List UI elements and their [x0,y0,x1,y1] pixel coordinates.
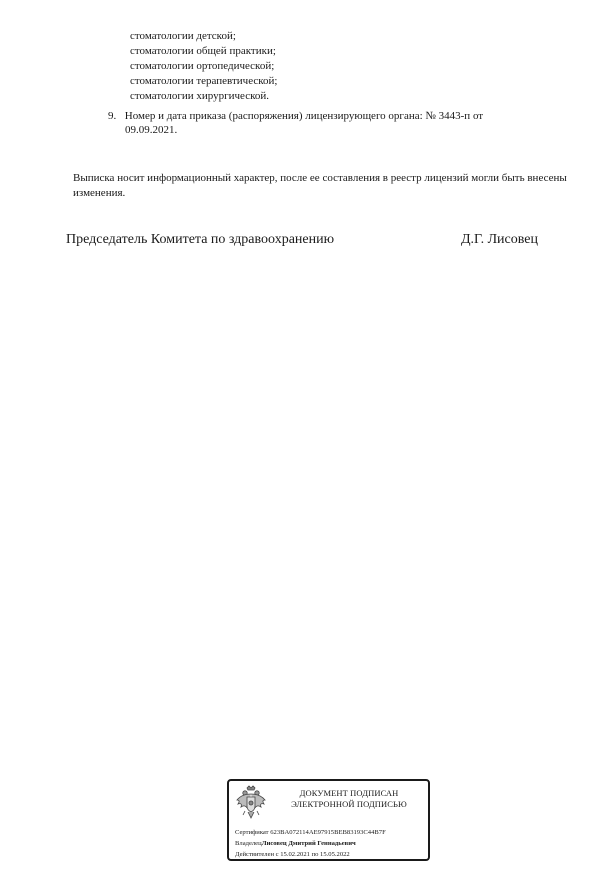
list-item: стоматологии детской; [130,30,236,42]
signatory-name: Д.Г. Лисовец [461,232,538,247]
certificate-line [235,827,430,838]
list-item: стоматологии терапевтической; [130,75,278,87]
stamp-details [235,827,430,860]
specialty-list [130,29,277,104]
owner-value: Лисовец Дмитрий Геннадьевич [261,840,356,847]
signatory-position: Председатель Комитета по здравоохранению [66,232,335,247]
certificate-value: 623BA072114AE97915BEB83193C44B7F [270,829,386,836]
list-item: стоматологии общей практики; [130,45,276,57]
list-item: стоматологии хирургической. [130,90,269,102]
list-item: стоматологии ортопедической; [130,60,275,72]
signature-block [66,232,546,252]
certificate-label: Сертификат [235,829,269,836]
coat-of-arms-icon [234,785,268,821]
order-text-line2: 09.09.2021. [125,124,178,136]
owner-label: Владелец [235,840,262,847]
item-number: 9. [108,110,117,122]
order-text-line1: Номер и дата приказа (распоряжения) лицензирующего органа: № 3443-п от [124,110,484,122]
owner-line [235,838,430,849]
stamp-heading-line2: ЭЛЕКТРОННОЙ ПОДПИСЬЮ [291,799,407,809]
validity-line: Действителен с 15.02.2021 по 15.05.2022 [235,851,350,858]
electronic-signature-stamp [227,779,430,861]
order-number-item [108,109,548,137]
stamp-heading-line1: ДОКУМЕНТ ПОДПИСАН [299,788,399,798]
disclaimer-text: Выписка носит информационный характер, после ее составления в реестр лицензий могли быть внесены изменения. [73,172,567,199]
stamp-heading [273,788,425,810]
